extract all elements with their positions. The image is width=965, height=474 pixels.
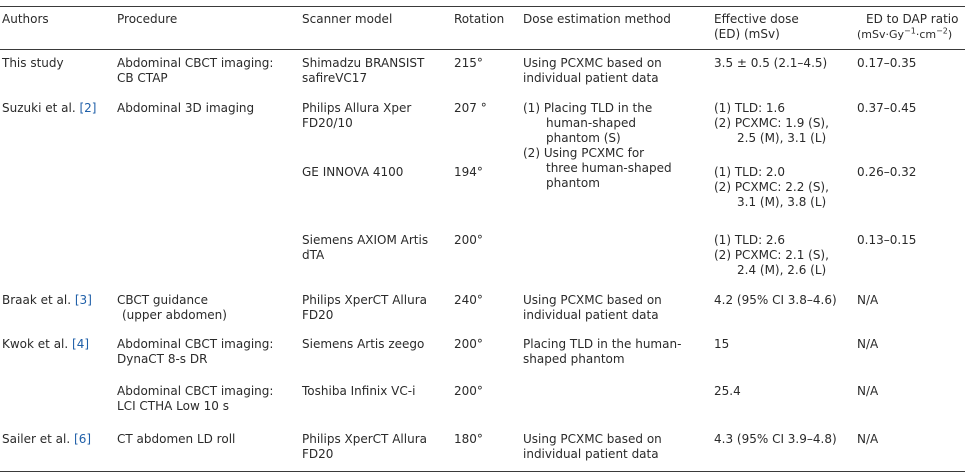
- cell-scanner: dTA: [302, 248, 325, 262]
- header-ratio-line2: $(mSv\cdot Gy^{-1}\cdot cm^{-2})$: [857, 26, 953, 41]
- cell-ed: 25.4: [714, 384, 741, 398]
- cell-author: [2, 432, 91, 447]
- cell-rotation: 240°: [454, 293, 483, 307]
- cell-method: phantom (S): [546, 131, 621, 145]
- cell-ratio: 0.26–0.32: [857, 165, 917, 179]
- cell-ratio: 0.13–0.15: [857, 233, 917, 247]
- cell-author: [2, 293, 92, 308]
- cell-method: Placing TLD in the human-: [523, 337, 682, 351]
- cell-procedure: CB CTAP: [117, 71, 168, 85]
- cell-ed: 3.1 (M), 3.8 (L): [737, 195, 827, 209]
- cell-procedure: CT abdomen LD roll: [117, 432, 236, 446]
- cell-method: human-shaped: [546, 116, 637, 130]
- cell-scanner: FD20: [302, 447, 334, 461]
- author-name: Suzuki et al.: [2, 101, 76, 115]
- cell-ed: 4.3 (95% CI 3.9–4.8): [714, 432, 837, 446]
- reference-link[interactable]: [2]: [79, 101, 97, 115]
- cell-scanner: Siemens Artis zeego: [302, 337, 425, 351]
- cell-method: individual patient data: [523, 447, 659, 461]
- cell-method: (2) Using PCXMC for: [523, 146, 645, 160]
- cell-procedure: DynaCT 8-s DR: [117, 352, 208, 366]
- reference-link[interactable]: [4]: [72, 337, 90, 351]
- cell-method: individual patient data: [523, 71, 659, 85]
- cell-author: [2, 337, 89, 352]
- cell-ed: (2) PCXMC: 1.9 (S),: [714, 116, 829, 130]
- cell-rotation: 215°: [454, 56, 483, 70]
- cell-procedure: Abdominal CBCT imaging:: [117, 56, 274, 70]
- bottom-rule: [0, 471, 965, 472]
- cell-scanner: Siemens AXIOM Artis: [302, 233, 429, 247]
- cell-method: shaped phantom: [523, 352, 625, 366]
- cell-scanner: Philips Allura Xper: [302, 101, 412, 115]
- cell-method: three human-shaped: [546, 161, 672, 175]
- cell-rotation: 180°: [454, 432, 483, 446]
- cell-procedure: Abdominal CBCT imaging:: [117, 337, 274, 351]
- cell-scanner: FD20/10: [302, 116, 353, 130]
- cell-rotation: 200°: [454, 337, 483, 351]
- header-rotation: Rotation: [454, 12, 505, 26]
- cell-ed: (1) TLD: 2.6: [714, 233, 786, 247]
- cell-author: This study: [2, 56, 64, 70]
- reference-link[interactable]: [3]: [74, 293, 92, 307]
- cell-ratio: N/A: [857, 293, 879, 307]
- cell-method: individual patient data: [523, 308, 659, 322]
- cell-ed: 4.2 (95% CI 3.8–4.6): [714, 293, 837, 307]
- reference-link[interactable]: [6]: [74, 432, 92, 446]
- cell-ed: 3.5 ± 0.5 (2.1–4.5): [714, 56, 828, 70]
- header-rule: [0, 49, 965, 50]
- cell-ed: 2.4 (M), 2.6 (L): [737, 263, 827, 277]
- cell-scanner: Toshiba Infinix VC-i: [302, 384, 416, 398]
- header-method: Dose estimation method: [523, 12, 671, 26]
- cell-ed: 15: [714, 337, 730, 351]
- header-ratio-line1: ED to DAP ratio: [866, 12, 959, 26]
- cell-method: Using PCXMC based on: [523, 56, 662, 70]
- cell-ratio: 0.17–0.35: [857, 56, 917, 70]
- header-ed-line2: (ED) (mSv): [714, 27, 780, 41]
- cell-scanner: FD20: [302, 308, 334, 322]
- author-name: Kwok et al.: [2, 337, 69, 351]
- cell-procedure: Abdominal 3D imaging: [117, 101, 255, 115]
- cell-procedure: (upper abdomen): [122, 308, 227, 322]
- cell-scanner: Philips XperCT Allura: [302, 432, 427, 446]
- cell-ratio: 0.37–0.45: [857, 101, 917, 115]
- cell-ed: (2) PCXMC: 2.1 (S),: [714, 248, 829, 262]
- cell-ed: (1) TLD: 2.0: [714, 165, 786, 179]
- cell-ratio: N/A: [857, 384, 879, 398]
- cell-method: phantom: [546, 176, 600, 190]
- cell-method: Using PCXMC based on: [523, 432, 662, 446]
- cell-method: Using PCXMC based on: [523, 293, 662, 307]
- cell-scanner: GE INNOVA 4100: [302, 165, 404, 179]
- cell-ratio: N/A: [857, 432, 879, 446]
- cell-rotation: 200°: [454, 384, 483, 398]
- header-ed-line1: Effective dose: [714, 12, 799, 26]
- cell-scanner: Shimadzu BRANSIST: [302, 56, 425, 70]
- header-procedure: Procedure: [117, 12, 178, 26]
- cell-procedure: Abdominal CBCT imaging:: [117, 384, 274, 398]
- cell-ratio: N/A: [857, 337, 879, 351]
- header-authors: Authors: [2, 12, 49, 26]
- cell-ed: (1) TLD: 1.6: [714, 101, 786, 115]
- cell-ed: 2.5 (M), 3.1 (L): [737, 131, 827, 145]
- author-name: Sailer et al.: [2, 432, 71, 446]
- cell-rotation: 200°: [454, 233, 483, 247]
- cell-procedure: LCI CTHA Low 10 s: [117, 399, 229, 413]
- top-rule: [0, 6, 965, 7]
- cell-method: (1) Placing TLD in the: [523, 101, 653, 115]
- cell-rotation: 194°: [454, 165, 483, 179]
- cell-scanner: Philips XperCT Allura: [302, 293, 427, 307]
- cell-author: [2, 101, 96, 116]
- cell-ed: (2) PCXMC: 2.2 (S),: [714, 180, 829, 194]
- cell-procedure: CBCT guidance: [117, 293, 209, 307]
- author-name: Braak et al.: [2, 293, 72, 307]
- cell-rotation: 207 °: [454, 101, 487, 115]
- cell-scanner: safireVC17: [302, 71, 368, 85]
- header-scanner: Scanner model: [302, 12, 393, 26]
